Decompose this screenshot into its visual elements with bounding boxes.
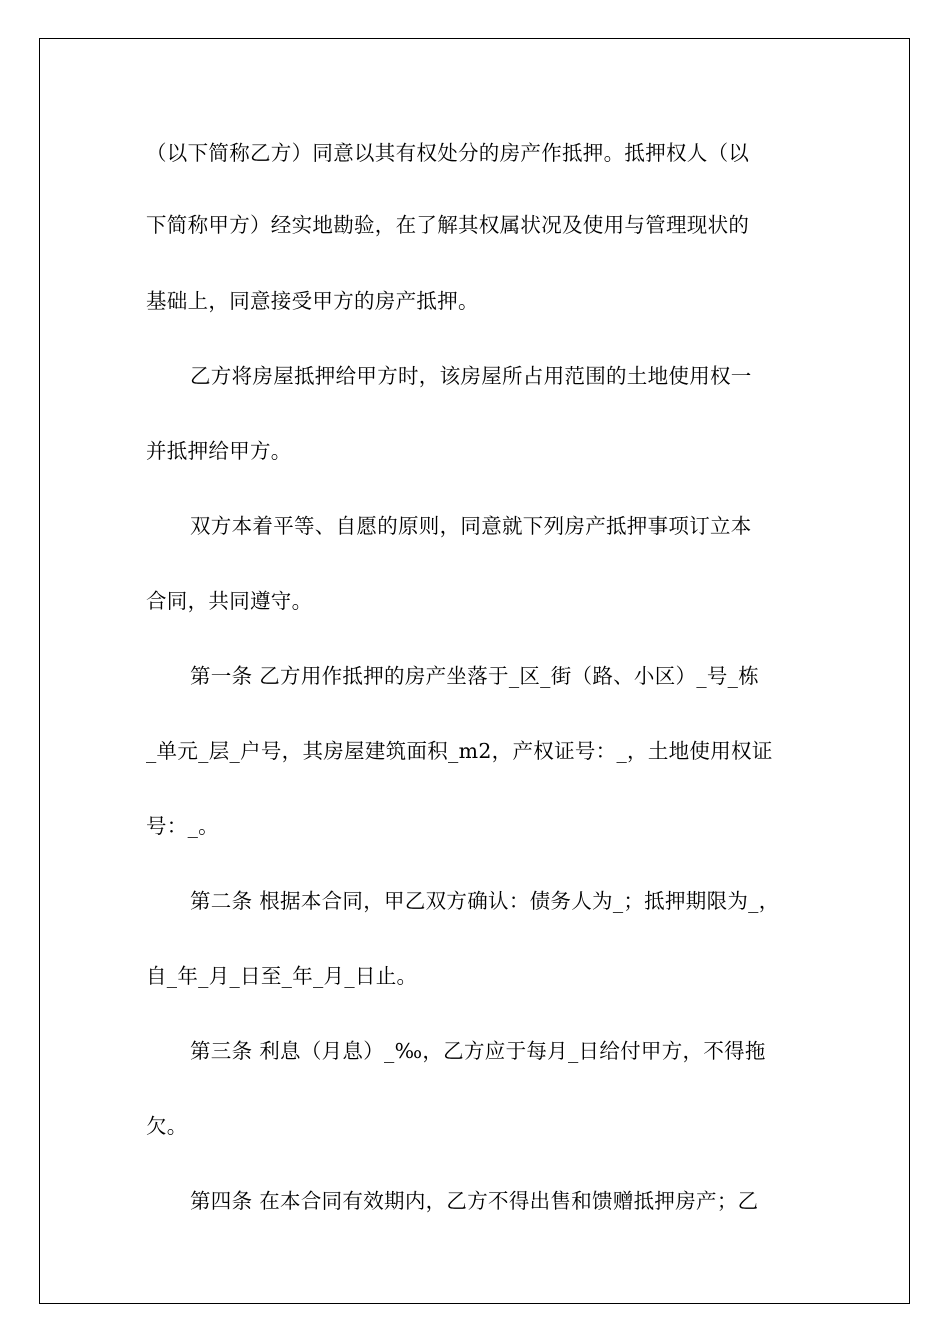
text-line: 并抵押给甲方。: [146, 439, 292, 463]
paragraph-start: 乙方将房屋抵押给甲方时，该房屋所占用范围的土地使用权一: [190, 364, 752, 388]
article-4-heading: 第四条 在本合同有效期内，乙方不得出售和馈赠抵押房产；乙: [190, 1189, 759, 1213]
text-line: _单元_层_户号，其房屋建筑面积_m2，产权证号：_，土地使用权证: [146, 739, 773, 763]
article-1-heading: 第一条 乙方用作抵押的房产坐落于_区_街（路、小区）_号_栋: [190, 664, 760, 688]
paragraph-start: 双方本着平等、自愿的原则，同意就下列房产抵押事项订立本: [190, 514, 752, 538]
article-3-heading: 第三条 利息（月息）_‰，乙方应于每月_日给付甲方，不得拖: [190, 1039, 766, 1063]
text-line: 欠。: [146, 1114, 188, 1138]
text-line: 自_年_月_日至_年_月_日止。: [146, 964, 418, 988]
text-line: （以下简称乙方）同意以其有权处分的房产作抵押。抵押权人（以: [146, 141, 750, 165]
article-2-heading: 第二条 根据本合同，甲乙双方确认：债务人为_；抵押期限为_，: [190, 889, 780, 913]
text-line: 下简称甲方）经实地勘验，在了解其权属状况及使用与管理现状的: [146, 213, 750, 237]
text-line: 合同，共同遵守。: [146, 589, 313, 613]
text-line: 号：_。: [146, 814, 219, 838]
text-line: 基础上，同意接受甲方的房产抵押。: [146, 289, 479, 313]
